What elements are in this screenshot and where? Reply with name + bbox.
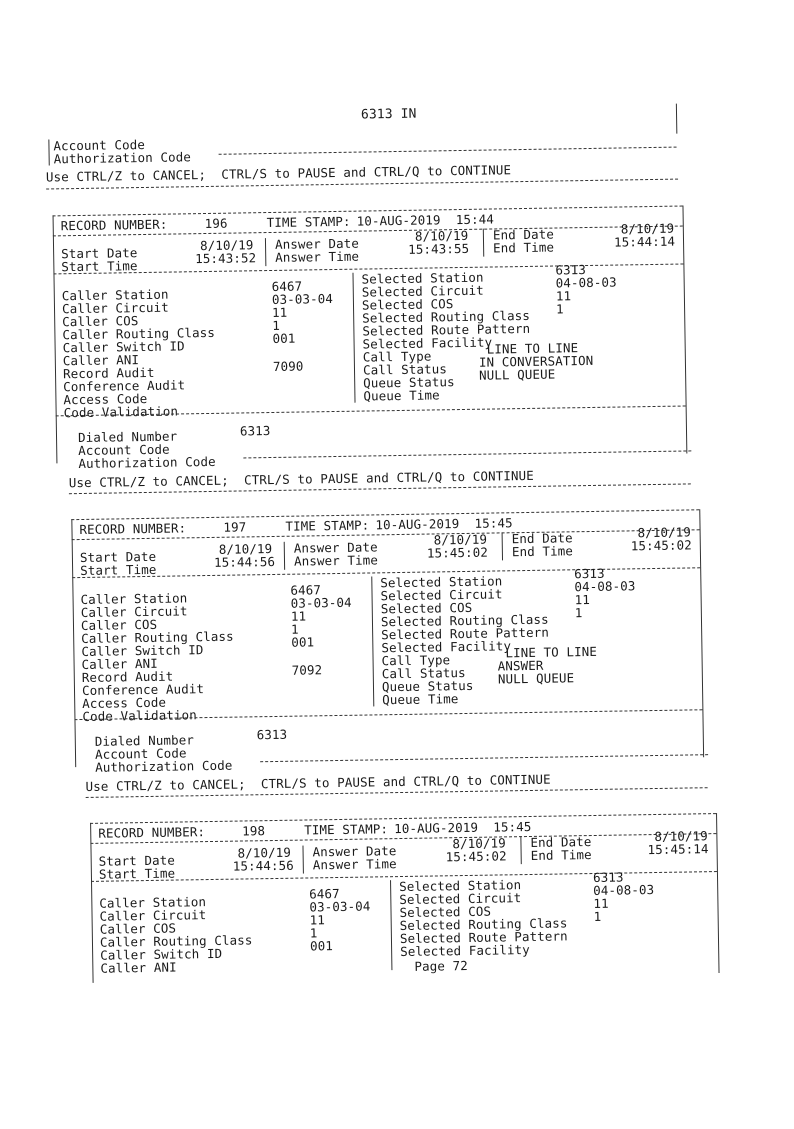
caller-station-value: 6467 [309, 885, 340, 902]
caller-routing-class-value: 1 [309, 925, 318, 941]
conference-audit-label: Conference Audit [81, 681, 205, 699]
caller-routing-class-value: 1 [290, 621, 299, 637]
record-number-value: 198 [242, 823, 266, 839]
queue-status-label: Queue Status [381, 677, 474, 695]
start-time-label: Start Time [98, 865, 176, 882]
selected-cos-value: 11 [593, 895, 609, 912]
caller-circuit-value: 03-03-04 [271, 291, 334, 307]
selected-facility-label: Selected Facility [381, 638, 512, 656]
caller-cos-label: Caller COS [80, 616, 158, 634]
separator [260, 754, 708, 762]
caller-cos-value: 11 [271, 304, 288, 320]
time-stamp-label: TIME STAMP: [266, 213, 351, 231]
caller-ani-label: Caller ANI [81, 655, 158, 673]
caller-switch-id-value: 001 [272, 330, 296, 346]
caller-routing-class-value: 1 [272, 317, 281, 333]
selected-station-value: 6313 [555, 262, 587, 278]
answer-time-value: 15:45:02 [426, 544, 489, 561]
answer-time-value: 15:45:02 [445, 848, 507, 865]
selected-circuit-label: Selected Circuit [399, 890, 522, 908]
border-line [520, 836, 521, 864]
dialed-number-value: 6313 [239, 423, 271, 439]
call-status-label: Call Status [362, 361, 448, 378]
selected-routing-class-label: Selected Routing Class [399, 915, 568, 934]
answer-time-label: Answer Time [275, 248, 360, 265]
call-type-value: LINE TO LINE [486, 340, 579, 357]
code-validation-label: Code Validation [82, 707, 197, 725]
end-time-label: End Time [530, 847, 592, 863]
record-audit-label: Record Audit [62, 364, 155, 382]
border-line [265, 238, 266, 266]
selected-circuit-value: 04-08-03 [555, 274, 617, 291]
end-date-label: End Date [492, 226, 555, 243]
cancel-instruction: Use CTRL/Z to CANCEL; CTRL/S to PAUSE and CTRL/Q to CONTINUE [45, 162, 512, 185]
time-stamp-label: TIME STAMP: [285, 517, 370, 534]
call-type-label: Call Type [381, 652, 451, 669]
answer-time-value: 15:43:55 [408, 240, 470, 257]
border-line [699, 509, 704, 757]
caller-circuit-label: Caller Circuit [99, 907, 207, 924]
caller-station-label: Caller Station [99, 894, 207, 911]
cancel-instruction: Use CTRL/Z to CANCEL; CTRL/S to PAUSE and CTRL/Q to CONTINUE [68, 467, 534, 491]
queue-time-label: Queue Time [363, 387, 440, 404]
end-date-value: 8/10/19 [654, 828, 708, 845]
call-type-value: LINE TO LINE [505, 643, 598, 661]
selected-cos-label: Selected COS [380, 599, 473, 617]
start-date-label: Start Date [79, 548, 157, 566]
conference-audit-label: Conference Audit [63, 377, 186, 395]
selected-routing-class-value: 1 [555, 301, 564, 317]
cancel-instruction: Use CTRL/Z to CANCEL; CTRL/S to PAUSE and CTRL/Q to CONTINUE [85, 771, 551, 794]
page-title: 6313 IN [360, 106, 417, 123]
selected-circuit-label: Selected Circuit [361, 282, 484, 300]
start-date-value: 8/10/19 [218, 541, 273, 557]
border-line [284, 542, 285, 570]
queue-status-label: Queue Status [363, 374, 455, 391]
border-line [371, 576, 374, 706]
selected-routing-class-value: 1 [593, 908, 602, 925]
selected-circuit-value: 04-08-03 [574, 578, 636, 595]
dialed-number-value: 6313 [256, 726, 288, 743]
border-line [90, 823, 94, 983]
separator [243, 450, 691, 458]
selected-circuit-value: 04-08-03 [593, 882, 655, 899]
caller-cos-value: 11 [290, 608, 307, 624]
caller-routing-class-label: Caller Routing Class [99, 932, 253, 950]
selected-facility-label: Selected Facility [400, 942, 530, 960]
caller-circuit-value: 03-03-04 [290, 594, 352, 611]
end-time-value: 15:45:02 [630, 537, 692, 554]
caller-circuit-value: 03-03-04 [309, 898, 371, 915]
selected-route-pattern-label: Selected Route Pattern [381, 624, 550, 643]
record-number-label: RECORD NUMBER: [79, 520, 187, 538]
authorization-code-label: Authorization Code [78, 453, 216, 472]
end-time-value: 15:45:14 [647, 841, 709, 858]
top-account-code-label: Account Code [53, 136, 146, 154]
call-type-label: Call Type [362, 348, 432, 365]
start-time-value: 15:44:56 [232, 857, 294, 874]
border-line [53, 215, 58, 463]
record-number-value: 196 [204, 215, 228, 232]
caller-cos-value: 11 [309, 912, 326, 928]
border-line [302, 846, 303, 874]
selected-station-label: Selected Station [361, 269, 484, 287]
border-line [71, 519, 76, 767]
border-line [352, 273, 355, 403]
border-line [390, 880, 392, 970]
caller-switch-id-label: Caller Switch ID [62, 338, 185, 356]
queue-time-label: Queue Time [382, 691, 459, 708]
record-audit-value: 7090 [272, 358, 304, 374]
start-time-label: Start Time [80, 561, 157, 579]
caller-station-value: 6467 [271, 278, 303, 294]
selected-station-label: Selected Station [399, 877, 522, 895]
answer-date-value: 8/10/19 [414, 227, 469, 244]
start-date-value: 8/10/19 [199, 237, 254, 254]
selected-station-value: 6313 [592, 869, 624, 886]
answer-date-value: 8/10/19 [452, 835, 506, 852]
end-time-label: End Time [492, 239, 555, 256]
authorization-code-label: Authorization Code [95, 757, 233, 775]
call-status-label: Call Status [381, 664, 466, 682]
time-stamp-label: TIME STAMP: [304, 821, 389, 838]
start-date-label: Start Date [61, 245, 138, 262]
selected-cos-value: 11 [555, 288, 572, 304]
border-line [48, 139, 49, 165]
caller-switch-id-label: Caller Switch ID [100, 945, 223, 963]
caller-station-label: Caller Station [80, 590, 188, 608]
record-number-value: 197 [223, 519, 247, 535]
page-number: Page 72 [414, 957, 468, 974]
access-code-label: Access Code [63, 390, 148, 408]
time-stamp-value: 10-AUG-2019 15:45 [394, 818, 532, 837]
start-time-value: 15:43:52 [195, 250, 257, 267]
caller-ani-label: Caller ANI [100, 959, 177, 976]
record-audit-label: Record Audit [81, 668, 174, 686]
caller-ani-label: Caller ANI [62, 352, 140, 369]
caller-routing-class-label: Caller Routing Class [62, 324, 216, 343]
answer-date-label: Answer Date [274, 235, 360, 252]
caller-switch-id-label: Caller Switch ID [81, 642, 204, 660]
selected-routing-class-value: 1 [574, 605, 583, 621]
dialed-number-label: Dialed Number [77, 428, 178, 446]
dialed-number-label: Dialed Number [94, 732, 195, 749]
top-authorization-code-label: Authorization Code [53, 149, 192, 167]
selected-cos-label: Selected COS [361, 296, 454, 313]
time-stamp-value: 10-AUG-2019 15:44 [356, 211, 495, 229]
caller-circuit-label: Caller Circuit [80, 603, 188, 621]
account-code-label: Account Code [78, 441, 170, 459]
selected-cos-value: 11 [574, 592, 591, 608]
caller-circuit-label: Caller Circuit [61, 299, 169, 317]
start-time-value: 15:44:56 [213, 553, 276, 570]
time-stamp-value: 10-AUG-2019 15:45 [375, 515, 513, 533]
border-line [682, 206, 687, 454]
caller-switch-id-value: 001 [291, 634, 315, 650]
selected-route-pattern-label: Selected Route Pattern [362, 320, 531, 339]
selected-routing-class-label: Selected Routing Class [380, 611, 549, 630]
start-time-label: Start Time [61, 258, 138, 275]
selected-routing-class-label: Selected Routing Class [362, 307, 531, 326]
selected-circuit-label: Selected Circuit [380, 586, 503, 604]
border-line [676, 104, 677, 134]
record-number-label: RECORD NUMBER: [98, 824, 206, 841]
border-line [716, 813, 720, 973]
separator [219, 147, 677, 155]
caller-routing-class-label: Caller Routing Class [81, 628, 234, 647]
end-date-value: 8/10/19 [620, 220, 675, 237]
queue-status-value: NULL QUEUE [478, 366, 556, 383]
answer-time-label: Answer Time [293, 552, 379, 569]
record-audit-value: 7092 [291, 662, 323, 678]
answer-date-label: Answer Date [312, 843, 397, 860]
end-date-value: 8/10/19 [637, 524, 692, 541]
end-time-value: 15:44:14 [613, 233, 676, 250]
queue-status-value: NULL QUEUE [497, 670, 575, 687]
call-status-value: ANSWER [497, 657, 544, 674]
selected-route-pattern-label: Selected Route Pattern [399, 928, 568, 947]
border-line [483, 229, 484, 257]
selected-station-label: Selected Station [380, 573, 503, 591]
start-date-value: 8/10/19 [237, 844, 292, 861]
call-status-value: IN CONVERSATION [478, 352, 594, 370]
end-time-label: End Time [511, 543, 574, 560]
selected-station-value: 6313 [574, 565, 605, 582]
caller-station-label: Caller Station [61, 286, 169, 304]
caller-switch-id-value: 001 [309, 938, 334, 954]
selected-facility-label: Selected Facility [362, 334, 493, 352]
record-number-label: RECORD NUMBER: [60, 216, 168, 234]
border-line [502, 532, 503, 560]
end-date-label: End Date [530, 834, 592, 850]
code-validation-label: Code Validation [63, 403, 179, 421]
selected-cos-label: Selected COS [399, 903, 492, 921]
end-date-label: End Date [511, 530, 573, 547]
access-code-label: Access Code [82, 694, 167, 712]
caller-cos-label: Caller COS [62, 313, 139, 330]
answer-date-label: Answer Date [293, 539, 378, 556]
account-code-label: Account Code [94, 745, 187, 762]
answer-time-label: Answer Time [312, 856, 397, 873]
caller-station-value: 6467 [290, 582, 322, 598]
start-date-label: Start Date [98, 852, 176, 869]
answer-date-value: 8/10/19 [433, 531, 488, 548]
caller-cos-label: Caller COS [99, 920, 177, 937]
